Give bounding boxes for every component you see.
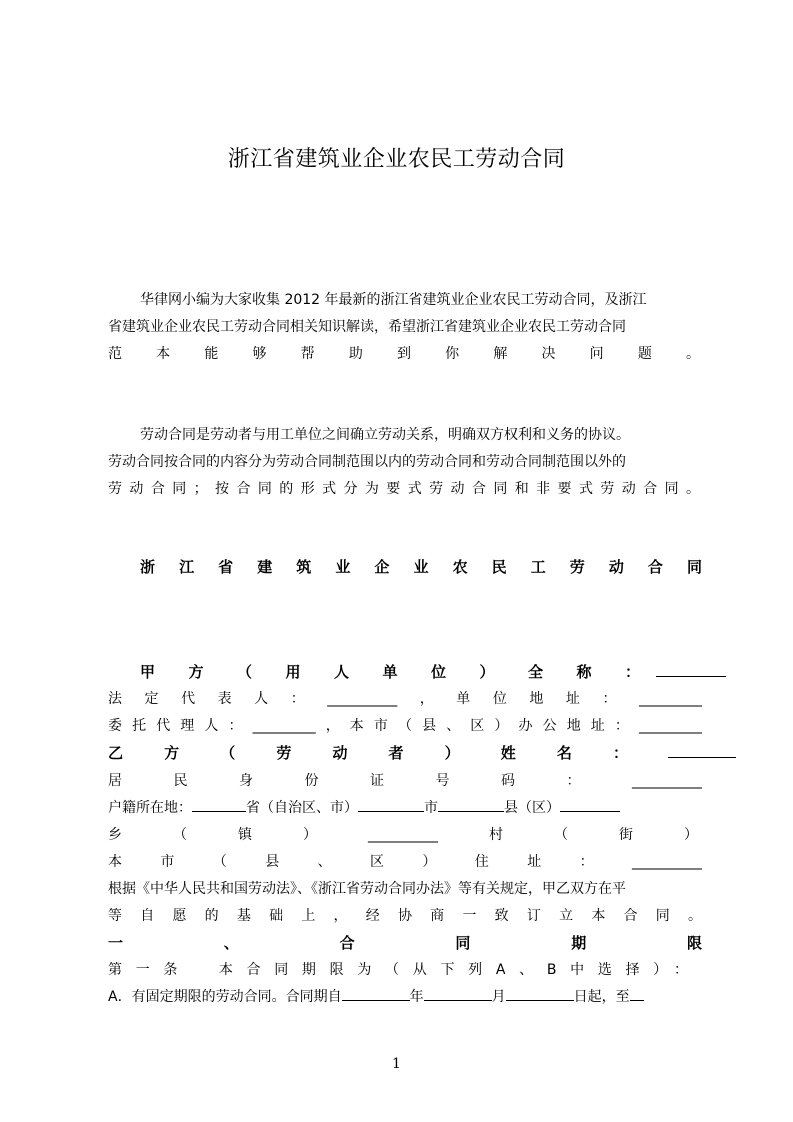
agent-line: 委托代理人：_________，本市（县、区）办公地址：_________ <box>108 718 702 734</box>
definition-line-1: 劳动合同是劳动者与用工单位之间确立劳动关系，明确双方权利和义务的协议。 <box>140 427 630 443</box>
basis-line-1: 根据《中华人民共和国劳动法》、《浙江省劳动合同办法》等有关规定，甲乙双方在平 <box>108 881 626 897</box>
legal-representative-line: 法定代表人：__________，单位地址：_________ <box>108 691 702 707</box>
household-blank-4 <box>560 797 620 812</box>
household-blank-2 <box>358 797 424 812</box>
contract-heading: 浙江省建筑业企业农民工劳动合同 <box>140 558 702 576</box>
party-a-line <box>140 661 738 684</box>
household-blank-1 <box>192 797 246 812</box>
option-a-end-blank <box>630 986 644 1001</box>
option-a-month-blank <box>424 986 492 1001</box>
township-line: 乡（镇）__________村（街） <box>108 827 698 843</box>
article-one: 第一条 本合同期限为（从下列A、B中选择）： <box>108 962 688 978</box>
option-a-prefix: A．有固定期限的劳动合同。合同期自 <box>108 989 342 1005</box>
party-a-blank <box>656 662 726 677</box>
option-a-line <box>108 986 702 1008</box>
definition-line-2: 劳动合同按合同的内容分为劳动合同制范围以内的劳动合同和劳动合同制范围以外的 <box>108 454 626 470</box>
option-a-day-label: 日起，至 <box>573 989 630 1005</box>
household-blank-3 <box>438 797 504 812</box>
option-a-year-label: 年 <box>409 989 424 1005</box>
option-a-month-label: 月 <box>491 989 506 1005</box>
household-line <box>108 797 702 819</box>
definition-line-3: 劳动合同；按合同的形式分为要式劳动合同和非要式劳动合同。 <box>108 481 700 497</box>
household-province: 省（自治区、市） <box>246 800 358 816</box>
household-prefix: 户籍所在地： <box>108 800 192 816</box>
party-b-line <box>108 742 740 765</box>
residence-line: 本市（县、区）住址：__________ <box>108 854 702 870</box>
party-b-blank <box>668 743 736 758</box>
intro-line-2: 省建筑业企业农民工劳动合同相关知识解读，希望浙江省建筑业企业农民工劳动合同 <box>108 319 626 335</box>
household-city: 市 <box>424 800 438 816</box>
basis-line-2: 等自愿的基础上，经协商一致订立本合同。 <box>108 908 702 924</box>
party-a-label: 甲方（用人单位）全称： <box>140 663 640 681</box>
party-b-label: 乙方（劳动者）姓名： <box>108 744 628 762</box>
intro-line-1: 华律网小编为大家收集 2012 年最新的浙江省建筑业企业农民工劳动合同，及浙江 <box>140 292 647 308</box>
section-one-heading: 一、合同期限 <box>108 934 702 952</box>
option-a-day-blank <box>506 986 574 1001</box>
household-county: 县（区） <box>504 800 560 816</box>
intro-line-3: 范本能够帮助到你解决问题。 <box>108 346 700 362</box>
document-title: 浙江省建筑业企业农民工劳动合同 <box>227 147 566 172</box>
id-number-line: 居民身份证号码：__________ <box>108 773 702 789</box>
page-number: 1 <box>392 1056 401 1072</box>
option-a-year-blank <box>342 986 410 1001</box>
